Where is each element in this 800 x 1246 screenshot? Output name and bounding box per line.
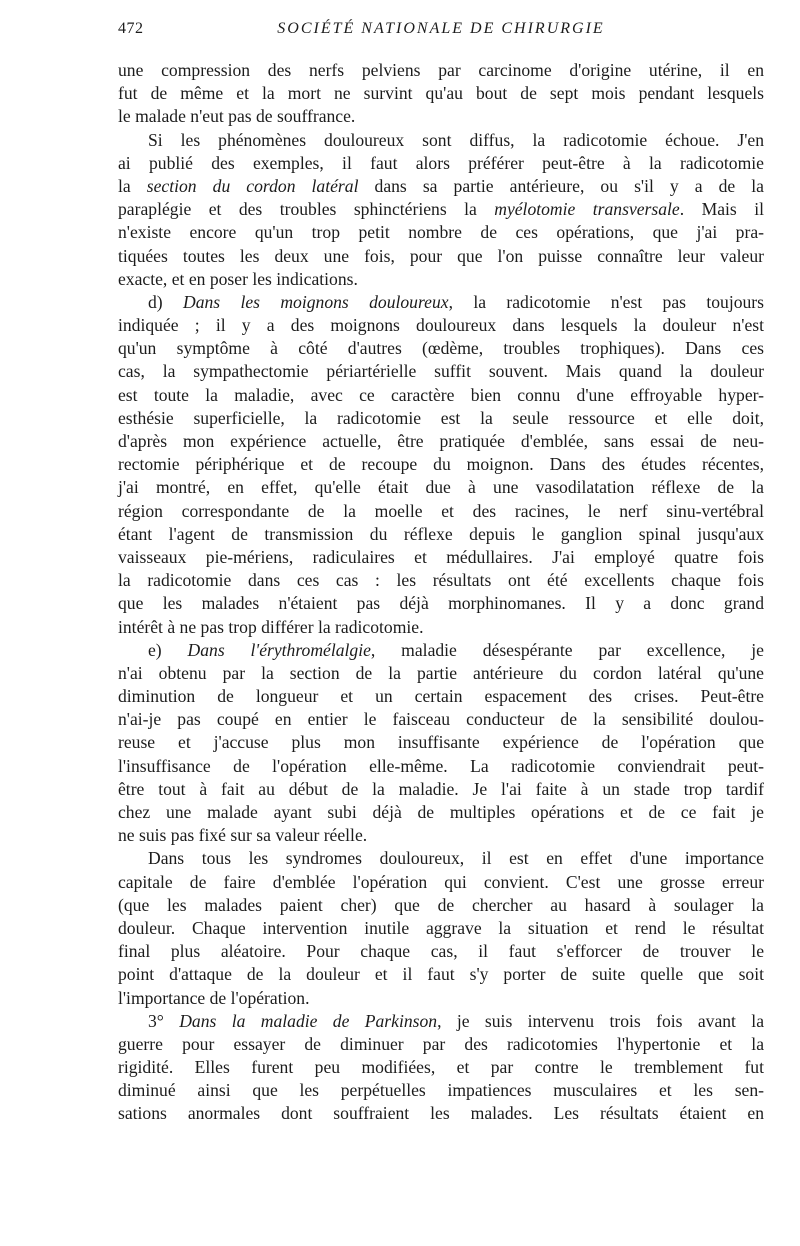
text-line xyxy=(118,755,764,778)
text-line xyxy=(118,847,764,870)
text-line xyxy=(118,1056,764,1079)
text-segment: e) xyxy=(148,639,188,660)
text-segment: intérêt à ne pas trop différer la radicotomie. xyxy=(118,616,424,637)
text-line xyxy=(118,708,764,731)
italic-phrase: Dans la maladie de Parkinson xyxy=(179,1010,438,1031)
italic-phrase: section du cordon latéral xyxy=(146,175,359,196)
text-line xyxy=(118,384,764,407)
text-segment: que les malades n'étaient pas déjà morphinomanes. Il y a donc grand xyxy=(118,593,764,614)
text-line xyxy=(118,592,764,615)
text-line xyxy=(118,152,764,175)
text-segment: la xyxy=(118,175,147,196)
text-line xyxy=(118,685,764,708)
text-line xyxy=(118,871,764,894)
text-line xyxy=(118,175,764,198)
text-segment: chez une malade ayant subi déjà de multiples opérations et de ce fait je xyxy=(118,802,764,822)
text-segment: indiquée ; il y a des moignons douloureux dans lesquels la douleur n'est xyxy=(118,315,764,336)
text-segment: final plus aléatoire. Pour chaque cas, il faut s'efforcer de trouver le xyxy=(118,941,764,962)
text-segment: région correspondante de la moelle et des racines, le nerf sinu-vertébral xyxy=(118,500,764,521)
text-line xyxy=(118,105,764,128)
text-segment: sations anormales dont souffraient les malades. Les résultats étaient en xyxy=(118,1103,764,1124)
text-line xyxy=(118,523,764,546)
text-line xyxy=(118,360,764,383)
text-line xyxy=(118,987,764,1010)
text-segment: l'insuffisance de l'opération elle-même. La radicotomie conviendrait peut- xyxy=(118,755,764,776)
italic-phrase: myélotomie transversale xyxy=(494,199,680,220)
text-line xyxy=(118,569,764,592)
text-line xyxy=(118,476,764,499)
text-line xyxy=(118,963,764,986)
text-line xyxy=(118,917,764,940)
text-segment: , maladie désespérante par excellence, je xyxy=(370,639,764,660)
text-segment: exacte, et en poser les indications. xyxy=(118,268,358,289)
text-line xyxy=(118,500,764,523)
text-segment: diminué ainsi que les perpétuelles impatiences musculaires et les sen- xyxy=(118,1080,764,1101)
text-segment: 3° xyxy=(148,1010,180,1031)
text-segment: être tout à fait au début de la maladie. Je l'ai faite à un stade trop tardif xyxy=(118,778,764,799)
text-segment: une compression des nerfs pelviens par carcinome d'origine utérine, il en xyxy=(118,60,764,80)
text-line xyxy=(118,453,764,476)
page-number: 472 xyxy=(118,20,144,37)
text-line xyxy=(118,407,764,430)
text-segment: la radicotomie dans ces cas : les résultats ont été excellents chaque fois xyxy=(118,570,764,591)
text-segment: point d'attaque de la douleur et il faut s'y porter de suite quelle que soit xyxy=(118,964,764,985)
text-line xyxy=(118,639,764,662)
text-segment: paraplégie et des troubles sphinctériens la xyxy=(118,199,495,220)
running-title: SOCIÉTÉ NATIONALE DE CHIRURGIE xyxy=(277,20,605,37)
text-segment: (que les malades paient cher) que de chercher au hasard à soulager la xyxy=(118,894,764,915)
text-segment: vaisseaux pie-mériens, radiculaires et médullaires. J'ai employé quatre fois xyxy=(118,546,764,567)
text-line xyxy=(118,1033,764,1056)
text-line xyxy=(118,198,764,221)
text-segment: capitale de faire d'emblée l'opération qui convient. C'est une grosse erreur xyxy=(118,871,764,892)
text-segment: cas, la sympathectomie périartérielle suffit souvent. Mais quand la douleur xyxy=(118,361,764,382)
text-line xyxy=(118,430,764,453)
text-line xyxy=(118,129,764,152)
text-segment: j'ai montré, en effet, qu'elle était due à une vasodilatation réflexe de la xyxy=(118,477,764,498)
text-segment: d'après mon expérience actuelle, être pratiquée d'emblée, sans essai de neu- xyxy=(118,431,764,451)
text-segment: Si les phénomènes douloureux sont diffus, la radicotomie échoue. J'en xyxy=(148,129,764,150)
text-segment: le malade n'eut pas de souffrance. xyxy=(118,106,356,127)
text-segment: rigidité. Elles furent peu modifiées, et par contre le tremblement fut xyxy=(118,1057,764,1078)
text-line xyxy=(118,221,764,244)
text-segment: rectomie périphérique et de recoupe du moignon. Dans des études récentes, xyxy=(118,454,764,475)
text-segment: . Mais il xyxy=(679,199,764,220)
text-line xyxy=(118,778,764,801)
text-line xyxy=(118,245,764,268)
text-segment: n'ai obtenu par la section de la partie antérieure du cordon latéral qu'une xyxy=(118,662,764,683)
text-line xyxy=(118,1102,764,1125)
text-line xyxy=(118,82,764,105)
text-segment: douleur. Chaque intervention inutile aggrave la situation et rend le résultat xyxy=(118,917,764,938)
text-line xyxy=(118,291,764,314)
text-line xyxy=(118,314,764,337)
text-segment: Dans tous les syndromes douloureux, il est en effet d'une importance xyxy=(148,848,764,869)
text-line xyxy=(118,337,764,360)
text-segment: qu'un symptôme à côté d'autres (œdème, troubles trophiques). Dans ces xyxy=(118,338,764,359)
text-line xyxy=(118,662,764,685)
text-line xyxy=(118,616,764,639)
text-line xyxy=(118,1010,764,1033)
text-line xyxy=(118,824,764,847)
text-line xyxy=(118,59,764,82)
text-segment: fut de même et la mort ne survint qu'au bout de sept mois pendant lesquels xyxy=(118,83,764,104)
page-header xyxy=(118,20,764,42)
text-segment: n'existe encore qu'un trop petit nombre de ces opérations, que j'ai pra- xyxy=(118,222,764,243)
text-segment: tiquées toutes les deux une fois, pour que l'on puisse connaître leur valeur xyxy=(118,245,764,266)
text-segment: , je suis intervenu trois fois avant la xyxy=(437,1010,764,1031)
text-segment: étant l'agent de transmission du réflexe depuis le ganglion spinal jusqu'aux xyxy=(118,523,764,544)
text-line xyxy=(118,731,764,754)
text-segment: dans sa partie antérieure, ou s'il y a de la xyxy=(358,175,764,196)
text-segment: n'ai-je pas coupé en entier le faisceau conducteur de la sensibilité doulou- xyxy=(118,709,764,730)
text-segment: est toute la maladie, avec ce caractère bien connu d'une effroyable hyper- xyxy=(118,384,764,405)
italic-phrase: Dans les moignons douloureux xyxy=(183,291,449,312)
text-segment: diminution de longueur et un certain espacement des crises. Peut-être xyxy=(118,686,764,707)
text-segment: l'importance de l'opération. xyxy=(118,987,310,1008)
text-segment: esthésie superficielle, la radicotomie est la seule ressource et elle doit, xyxy=(118,407,764,428)
text-segment: reuse et j'accuse plus mon insuffisante expérience de l'opération que xyxy=(118,732,764,753)
text-line xyxy=(118,894,764,917)
text-line xyxy=(118,940,764,963)
text-line xyxy=(118,801,764,824)
text-segment: ne suis pas fixé sur sa valeur réelle. xyxy=(118,825,368,846)
italic-phrase: Dans l'érythromélalgie xyxy=(187,639,371,660)
text-line xyxy=(118,546,764,569)
body-text xyxy=(118,59,764,1126)
text-line xyxy=(118,1079,764,1102)
text-segment: d) xyxy=(148,291,183,312)
text-line xyxy=(118,268,764,291)
text-segment: , la radicotomie n'est pas toujours xyxy=(448,291,765,312)
text-segment: guerre pour essayer de diminuer par des radicotomies l'hypertonie et la xyxy=(118,1033,764,1054)
text-segment: ai publié des exemples, il faut alors préférer peut-être à la radicotomie xyxy=(118,152,764,173)
